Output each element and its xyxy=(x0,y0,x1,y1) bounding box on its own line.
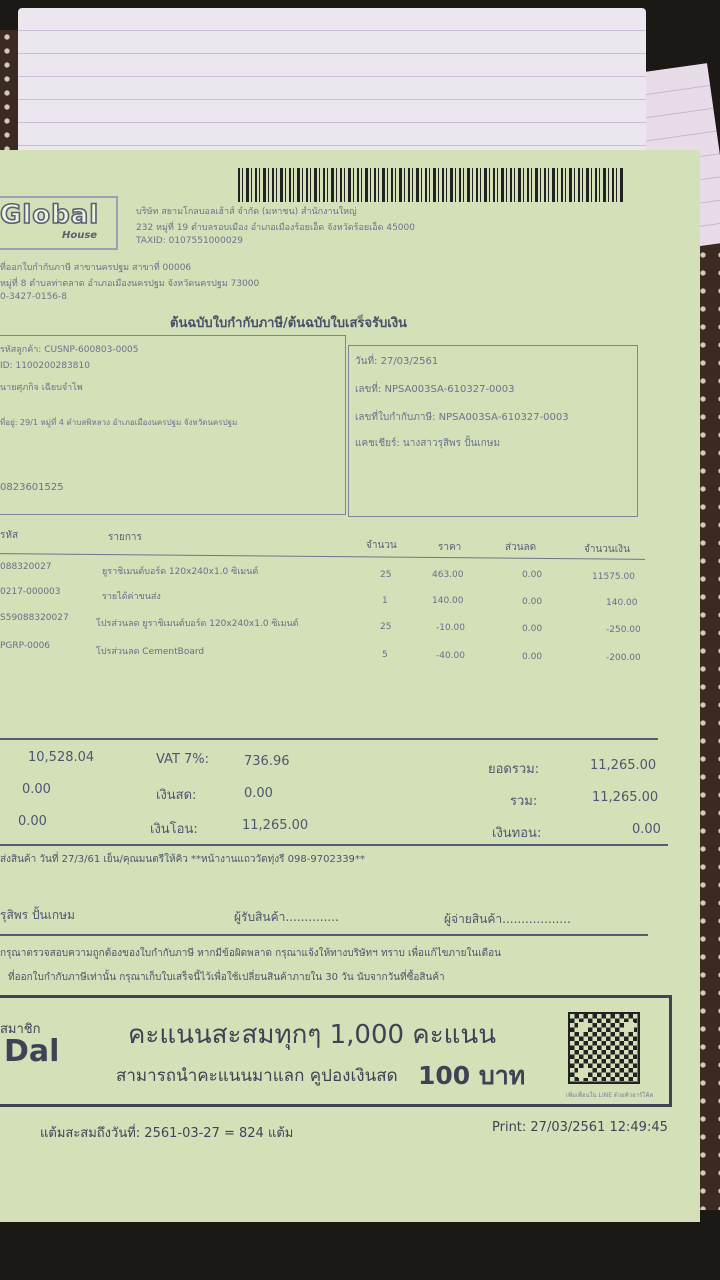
header-amount: จำนวนเงิน xyxy=(584,544,630,555)
row-qty: 5 xyxy=(382,650,388,660)
totals-divider xyxy=(0,738,658,740)
disclaimer-line-2: ที่ออกใบกำกับภาษีเท่านั้น กรุณาเก็บใบเสร็จนี้ไว้เพื่อใช้เปลี่ยนสินค้าภายใน 30 วัน นับจากวันที่ซื้อสินค้า xyxy=(8,972,445,983)
row2-left-value: 0.00 xyxy=(22,782,51,797)
row-amount: -250.00 xyxy=(606,625,641,635)
row-code: 0217-000003 xyxy=(0,587,61,597)
promo-amount: 100 บาท xyxy=(418,1061,526,1090)
cashier: แคชเชียร์: นางสาวรุสิพร ปั้นเกษม xyxy=(355,438,501,449)
receipt xyxy=(0,150,700,1222)
customer-code: รหัสลูกค้า: CUSNP-600803-0005 xyxy=(0,345,139,355)
vat-label: VAT 7%: xyxy=(156,752,210,767)
row-code: 088320027 xyxy=(0,562,52,572)
customer-tax-id: ID: 1100200283810 xyxy=(0,361,90,371)
row-discount: 0.00 xyxy=(522,624,543,634)
grand-total-value: 11,265.00 xyxy=(590,758,657,773)
row-amount: 11575.00 xyxy=(592,572,635,582)
header-price: ราคา xyxy=(438,542,462,553)
row3-left-value: 0.00 xyxy=(18,814,47,829)
branch-line-1: ที่ออกใบกำกับภาษี สาขานครปฐม สาขาที่ 00006 xyxy=(0,263,192,273)
document-title: ต้นฉบับใบกำกับภาษี/ต้นฉบับใบเสร็จรับเงิน xyxy=(170,316,407,331)
row-discount: 0.00 xyxy=(522,652,543,662)
seller-signature: รุสิพร ปั้นเกษม xyxy=(0,908,75,922)
row-qty: 25 xyxy=(380,570,392,580)
row-description: ยูราชิเมนต์บอร์ด 120x240x1.0 ซิเมนต์ xyxy=(102,567,259,577)
loyalty-promo-box xyxy=(0,995,672,1107)
print-timestamp: Print: 27/03/2561 12:49:45 xyxy=(492,1120,668,1135)
pre-vat-amount: 10,528.04 xyxy=(28,750,95,765)
cash-label: เงินสด: xyxy=(156,788,197,803)
company-tax-id: TAXID: 0107551000029 xyxy=(136,236,244,246)
row-description: รายได้ค่าขนส่ง xyxy=(102,592,161,602)
cash-value: 0.00 xyxy=(244,786,273,801)
points-summary: แต้มสะสมถึงวันที่: 2561-03-27 = 824 แต้ม xyxy=(40,1126,294,1141)
transfer-label: เงินโอน: xyxy=(150,822,198,837)
disclaimer-line-1: กรุณาตรวจสอบความถูกต้องของใบกำกับภาษี หากมีข้อผิดพลาด กรุณาแจ้งให้ทางบริษัทฯ ทราบ เพื่อแก้ไขภายในเดือน xyxy=(0,948,501,959)
row-discount: 0.00 xyxy=(522,597,543,607)
row-price: -40.00 xyxy=(436,651,466,661)
doc-number: เลขที่: NPSA003SA-610327-0003 xyxy=(355,384,515,395)
signature-divider xyxy=(0,934,648,936)
promo-headline: คะแนนสะสมทุกๆ 1,000 คะแนน xyxy=(128,1020,496,1050)
barcode xyxy=(238,168,624,202)
vat-value: 736.96 xyxy=(244,754,290,769)
header-qty: จำนวน xyxy=(366,540,397,551)
row-price: 140.00 xyxy=(432,596,464,606)
row-code: S59088320027 xyxy=(0,613,69,623)
header-code: รหัส xyxy=(0,530,19,541)
row-discount: 0.00 xyxy=(522,570,543,580)
doc-date: วันที่: 27/03/2561 xyxy=(355,356,439,367)
row-price: -10.00 xyxy=(436,623,466,633)
row-amount: -200.00 xyxy=(606,653,641,663)
member-label: สมาชิก xyxy=(0,1022,41,1037)
row-qty: 25 xyxy=(380,622,392,632)
company-name: บริษัท สยามโกลบอลเฮ้าส์ จำกัด (มหาชน) สำนักงานใหญ่ xyxy=(136,207,357,217)
sum-label: รวม: xyxy=(510,794,538,809)
header-description: รายการ xyxy=(108,532,142,543)
payer-signature: ผู้จ่ายสินค้า.................. xyxy=(444,912,571,926)
promo-subline: สามารถนำคะแนนมาแลก คูปองเงินสด xyxy=(116,1066,398,1086)
row-amount: 140.00 xyxy=(606,598,638,608)
delivery-note: ส่งสินค้า วันที่ 27/3/61 เย็น/คุณมนตรีให้คิว **หน้างานแถววัดทุ่งรี 098-9702339** xyxy=(0,854,365,865)
row-description: โปรส่วนลด ยูราชิเมนต์บอร์ด 120x240x1.0 ซิเมนต์ xyxy=(96,619,299,629)
line-qr-code xyxy=(568,1012,640,1084)
receiver-signature: ผู้รับสินค้า.............. xyxy=(234,910,339,924)
header-divider xyxy=(0,553,645,560)
logo-sub: House xyxy=(62,230,98,241)
tax-invoice-number: เลขที่ใบกำกับภาษี: NPSA003SA-610327-0003 xyxy=(355,412,569,423)
transfer-value: 11,265.00 xyxy=(242,818,309,833)
customer-address: ที่อยู่: 29/1 หมู่ที่ 4 ตำบลพิหลวง อำเภอเมืองนครปฐม จังหวัดนครปฐม xyxy=(0,418,238,427)
change-value: 0.00 xyxy=(632,822,661,837)
loyalty-brand: Dal xyxy=(4,1034,60,1069)
branch-phone: 0-3427-0156-8 xyxy=(0,292,68,302)
row-code: PGRP-0006 xyxy=(0,641,51,651)
customer-box xyxy=(0,335,346,515)
branch-line-2: หมู่ที่ 8 ตำบลท่าตลาด อำเภอเมืองนครปฐม จังหวัดนครปฐม 73000 xyxy=(0,279,260,289)
customer-phone: 0823601525 xyxy=(0,482,64,493)
sum-value: 11,265.00 xyxy=(592,790,659,805)
note-divider xyxy=(0,844,668,846)
document-info-box xyxy=(348,345,638,517)
logo-text: Global xyxy=(0,200,100,230)
row-price: 463.00 xyxy=(432,570,464,580)
company-address: 232 หมู่ที่ 19 ตำบลรอบเมือง อำเภอเมืองร้อยเอ็ด จังหวัดร้อยเอ็ด 45000 xyxy=(136,223,415,233)
row-qty: 1 xyxy=(382,596,388,606)
row-description: โปรส่วนลด CementBoard xyxy=(96,647,205,657)
header-discount: ส่วนลด xyxy=(505,542,537,553)
company-logo xyxy=(0,196,118,250)
change-label: เงินทอน: xyxy=(492,826,542,841)
grand-total-label: ยอดรวม: xyxy=(488,762,540,777)
qr-caption: เพิ่มเพื่อนใน LINE ด้วยคิวอาร์โค้ด xyxy=(566,1092,654,1099)
customer-name: นายศุภกิจ เฉียบจำไพ xyxy=(0,383,83,393)
